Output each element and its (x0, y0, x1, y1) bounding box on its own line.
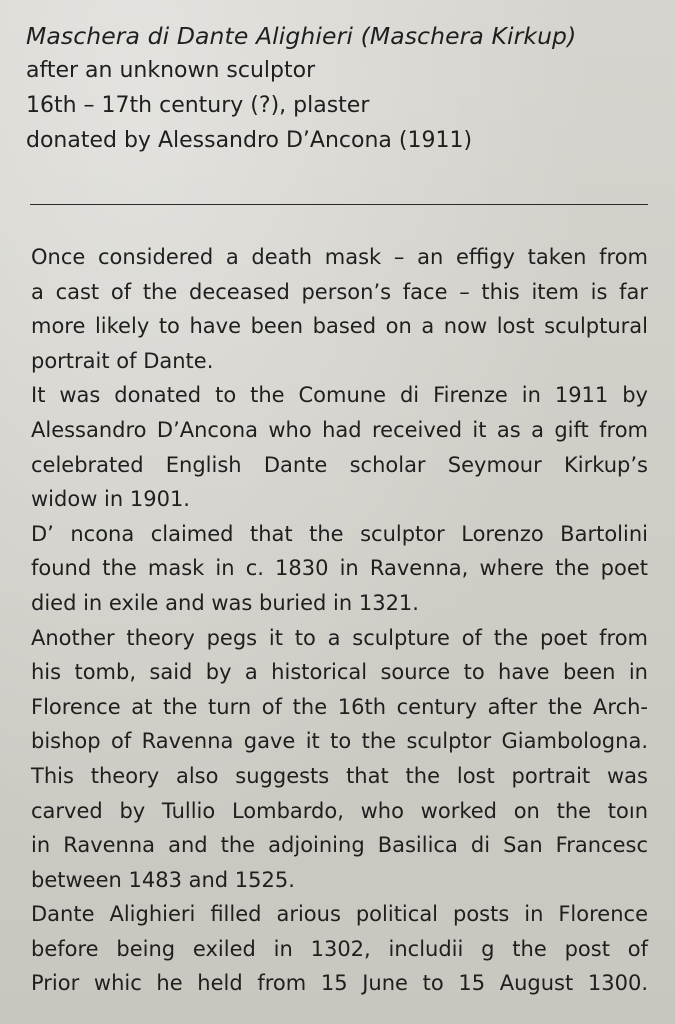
text-line: Once considered a death mask – an effigy taken from (31, 245, 648, 269)
text-line: Another theory pegs it to a sculpture of the poet from (31, 625, 648, 650)
text-line: Dante Alighieri filled arious political posts in Florence (31, 902, 648, 927)
divider-rule (30, 204, 648, 205)
text-line: It was donated to the Comune di Firenze in 1911 by (31, 383, 648, 408)
text-line: in Ravenna and the adjoining Basilica di San Francesc (31, 833, 648, 858)
text-line: before being exiled in 1302, includii g the post of (31, 936, 648, 961)
text-line: portrait of Dante. (31, 348, 214, 373)
text-line: carved by Tullio Lombardo, who worked on the toın (31, 798, 648, 823)
text-line: Prior whic he held from 15 June to 15 August 1300. (31, 971, 648, 996)
text-line: celebrated English Dante scholar Seymour Kirkup’s (31, 452, 648, 477)
text-line: D’ ncona claimed that the sculptor Lorenzo Bartolini (31, 521, 648, 546)
text-line: a cast of the deceased person’s face – this item is far (31, 279, 648, 304)
text-line: found the mask in c. 1830 in Ravenna, where the poet (31, 556, 648, 581)
artwork-date-material: 16th – 17th century (?), plaster (26, 93, 370, 118)
text-line: more likely to have been based on a now lost sculptural (31, 314, 648, 339)
text-line: widow in 1901. (31, 487, 190, 512)
artwork-title: Maschera di Dante Alighieri (Maschera Kirkup) (26, 22, 577, 50)
text-line: died in exile and was buried in 1321. (31, 590, 419, 615)
artwork-attribution: after an unknown sculptor (26, 58, 316, 83)
text-line: This theory also suggests that the lost portrait was (31, 763, 648, 788)
text-line: his tomb, said by a historical source to have been in (31, 660, 648, 685)
text-line: bishop of Ravenna gave it to the sculptor Giambologna. (31, 729, 648, 754)
description-text (31, 240, 648, 1001)
text-line: between 1483 and 1525. (31, 867, 295, 892)
label-header (26, 20, 656, 158)
artwork-donation: donated by Alessandro D’Ancona (1911) (26, 128, 473, 153)
text-line: Florence at the turn of the 16th century after the Arch- (31, 694, 648, 719)
text-line: Alessandro D’Ancona who had received it as a gift from (31, 417, 648, 442)
